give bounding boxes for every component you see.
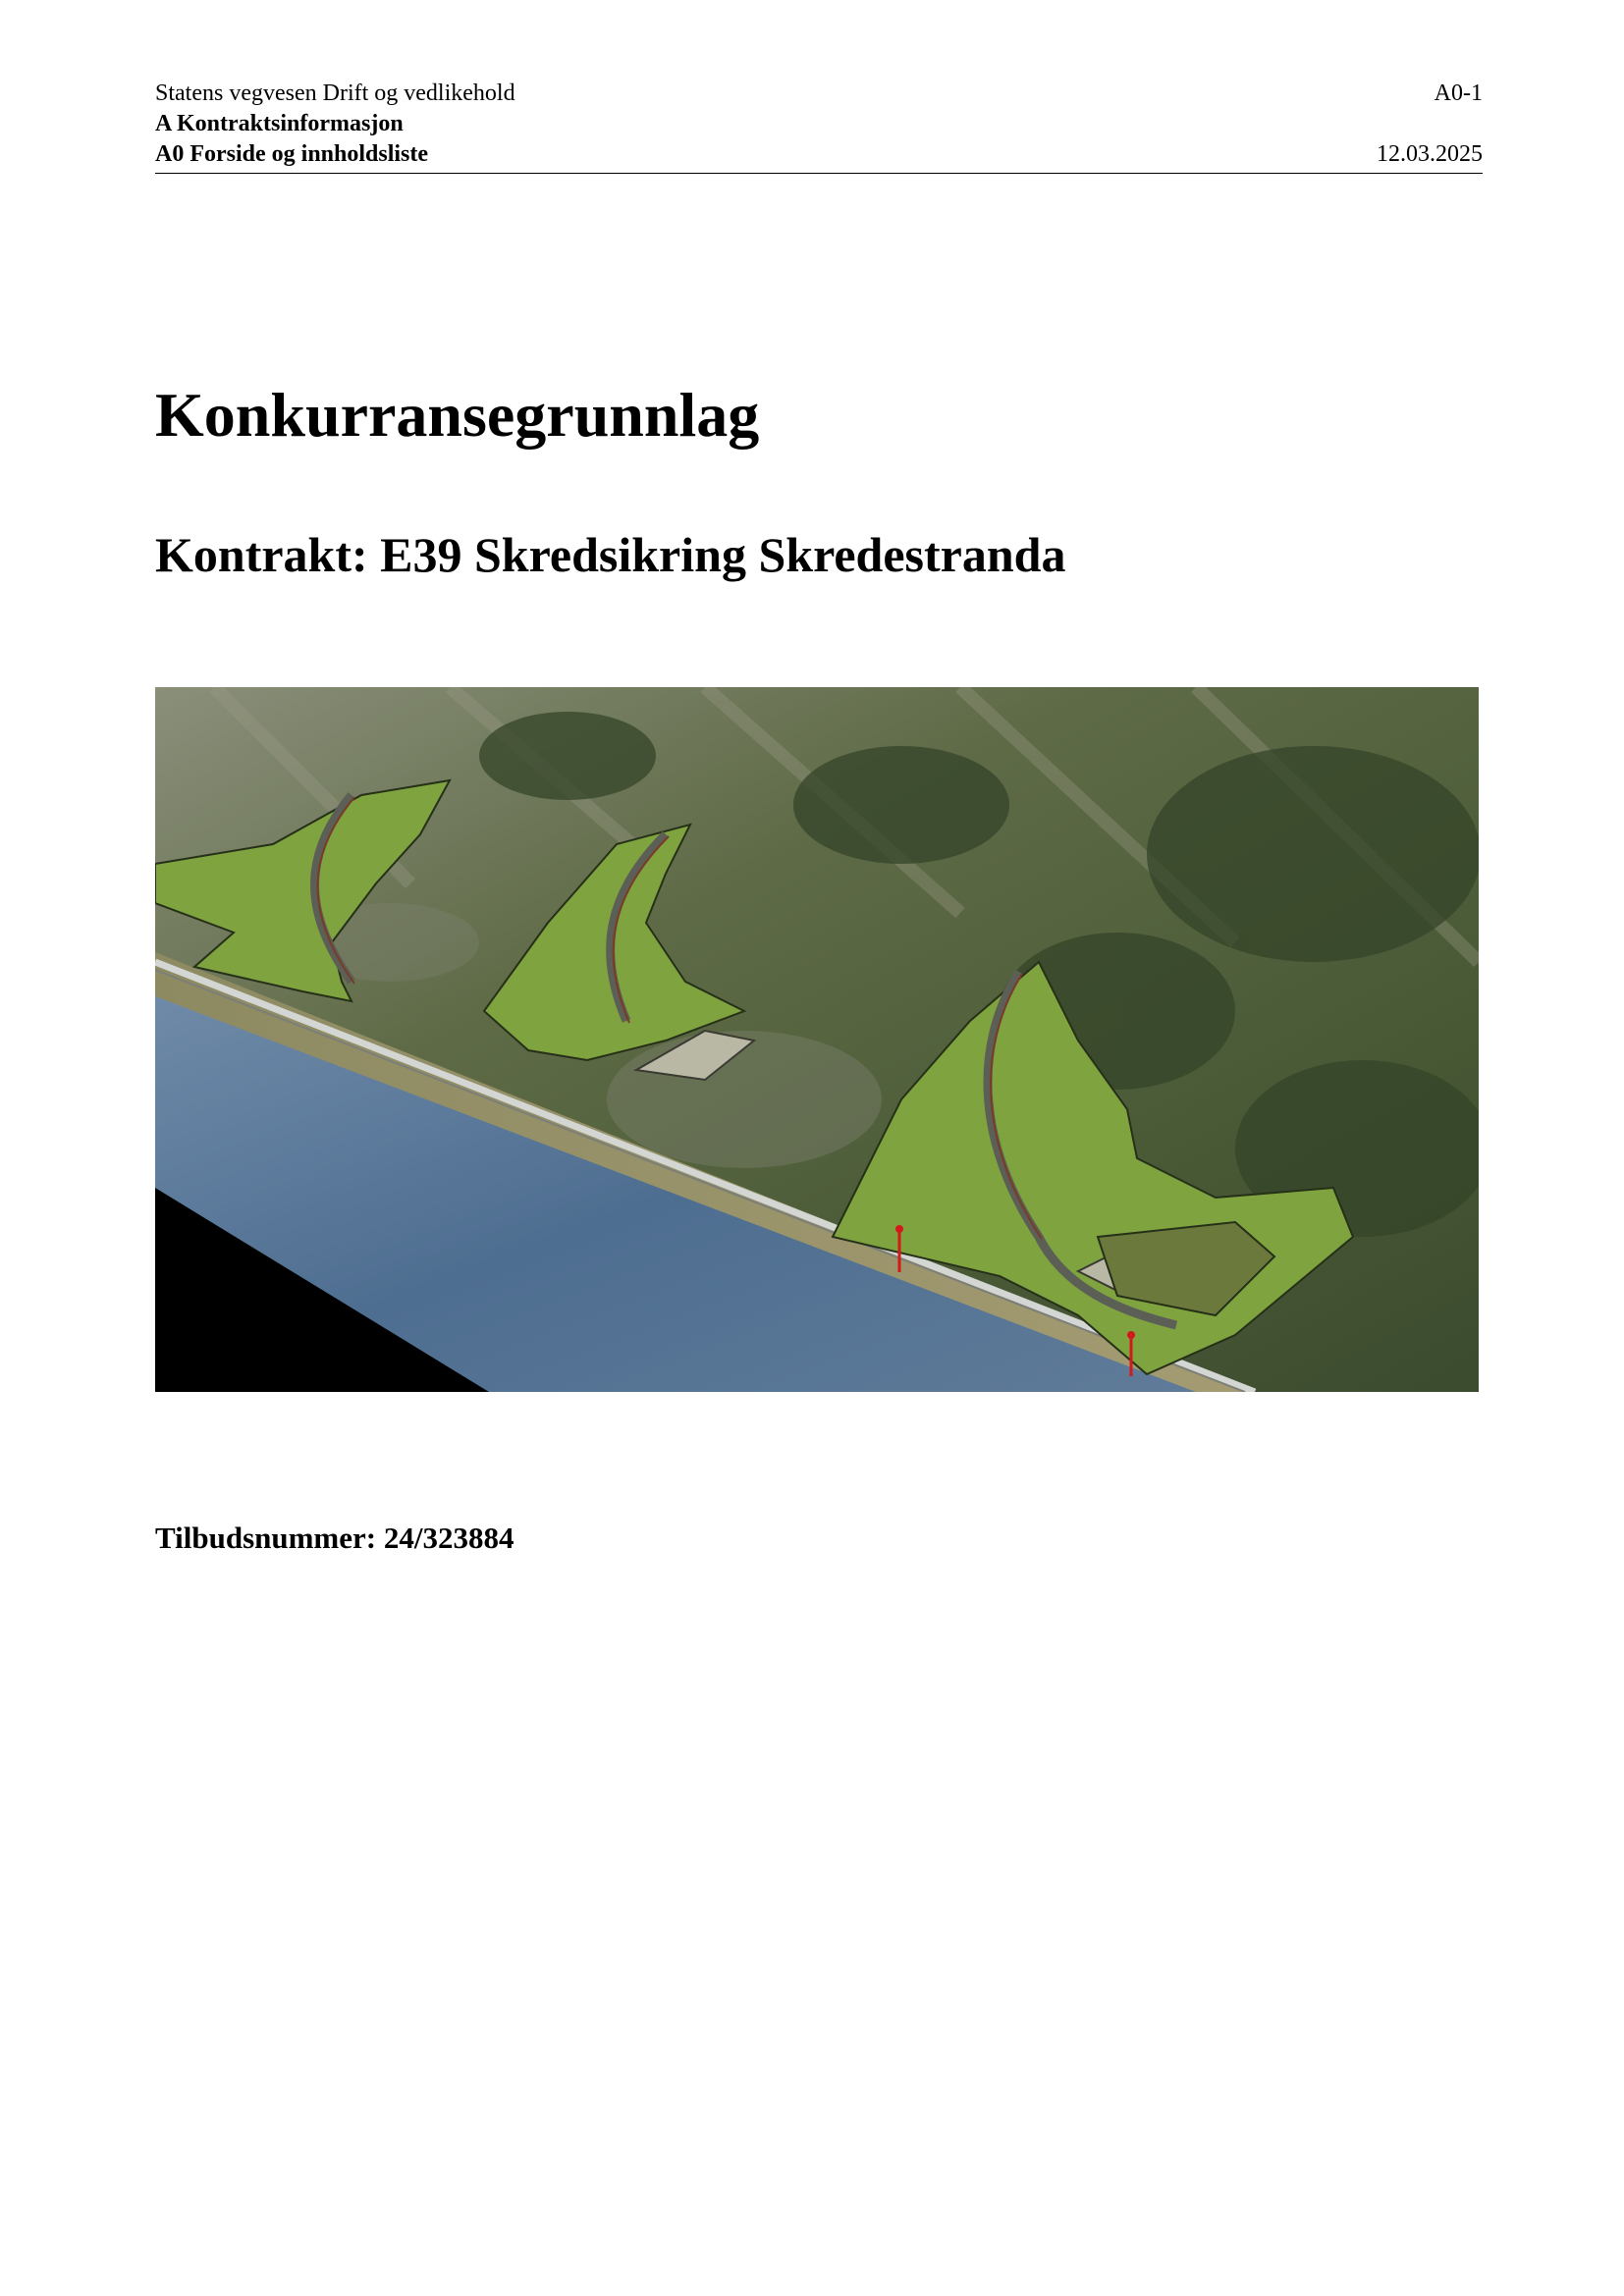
header-date: 12.03.2025	[1377, 141, 1483, 167]
page-header	[155, 79, 1483, 174]
contract-title: Kontrakt: E39 Skredsikring Skredestranda	[155, 527, 1066, 582]
tender-number: Tilbudsnummer: 24/323884	[155, 1521, 514, 1555]
aerial-terrain-model-icon	[155, 687, 1479, 1392]
terrain-model-image	[155, 687, 1479, 1392]
header-organization: Statens vegvesen Drift og vedlikehold	[155, 80, 515, 106]
document-title: Konkurransegrunnlag	[155, 380, 760, 450]
header-subsection: A0 Forside og innholdsliste	[155, 141, 429, 167]
header-row-1	[155, 79, 1483, 109]
header-row-2	[155, 109, 1483, 139]
header-page-ref: A0-1	[1434, 80, 1483, 106]
header-section: A Kontraktsinformasjon	[155, 111, 404, 136]
header-row-3	[155, 139, 1483, 170]
